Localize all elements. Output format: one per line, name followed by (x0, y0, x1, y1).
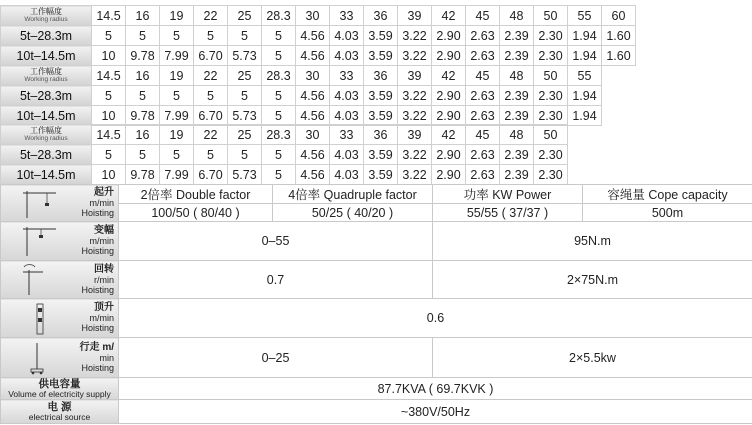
load-cell: 2.39 (500, 165, 534, 185)
double-factor-value: 100/50 ( 80/40 ) (119, 204, 273, 222)
load-cell: 4.56 (296, 165, 330, 185)
load-cell: 5 (92, 26, 126, 46)
radius-cell: 25 (228, 125, 262, 145)
load-cell: 5 (126, 26, 160, 46)
load-cell: 3.22 (398, 26, 432, 46)
spec-table (0, 184, 752, 424)
load-cell: 4.56 (296, 86, 330, 106)
load-cell: 4.56 (296, 26, 330, 46)
cope-capacity-value: 500m (583, 204, 752, 222)
travelling-unit: min (99, 352, 114, 363)
load-row (1, 165, 568, 185)
source-en: electrical source (28, 411, 91, 422)
luffing-row (1, 222, 752, 261)
supply-value: 87.7KVA ( 69.7KVK ) (119, 378, 752, 400)
double-factor-header: 2倍率 Double factor (119, 185, 273, 204)
radius-cell: 33 (330, 66, 364, 86)
radius-cell: 39 (398, 6, 432, 26)
load-row (1, 26, 636, 46)
row-label: 10t–14.5m (1, 165, 92, 185)
radius-cell: 19 (160, 6, 194, 26)
load-cell: 5 (92, 86, 126, 106)
load-cell: 7.99 (160, 165, 194, 185)
load-cell: 2.63 (466, 106, 500, 126)
load-cell: 5 (160, 26, 194, 46)
load-cell: 5 (262, 165, 296, 185)
radius-cell: 22 (194, 125, 228, 145)
load-cell: 5 (194, 26, 228, 46)
load-row (1, 86, 602, 106)
radius-cell: 45 (466, 125, 500, 145)
radius-cell: 36 (364, 6, 398, 26)
load-cell: 4.56 (296, 106, 330, 126)
travelling-label-cell (1, 338, 119, 378)
load-cell: 4.03 (330, 106, 364, 126)
load-cell: 2.39 (500, 86, 534, 106)
source-row (1, 400, 752, 424)
load-cell: 10 (92, 165, 126, 185)
working-radius-header: 工作幅度 Working radius (1, 125, 92, 145)
radius-cell: 28.3 (262, 125, 296, 145)
load-row (1, 145, 568, 165)
load-cell: 2.30 (534, 106, 568, 126)
radius-cell: 45 (466, 66, 500, 86)
radius-cell: 16 (126, 125, 160, 145)
load-cell: 3.22 (398, 46, 432, 66)
radius-cell: 19 (160, 66, 194, 86)
load-cell: 2.39 (500, 106, 534, 126)
load-row (1, 106, 602, 126)
load-cell: 3.59 (364, 106, 398, 126)
load-cell: 3.22 (398, 145, 432, 165)
radius-cell: 33 (330, 125, 364, 145)
radius-row (1, 125, 568, 145)
luffing-crane-icon (23, 225, 57, 257)
load-cell: 2.30 (534, 26, 568, 46)
travelling-speed: 0–25 (119, 338, 433, 378)
load-cell: 5 (228, 86, 262, 106)
radius-cell: 14.5 (92, 125, 126, 145)
hoisting-cn: 起升 (94, 187, 114, 198)
load-cell: 10 (92, 106, 126, 126)
slewing-power: 2×75N.m (433, 261, 752, 299)
jacking-crane-icon (23, 302, 53, 335)
load-cell: 4.03 (330, 165, 364, 185)
load-cell: 4.03 (330, 86, 364, 106)
source-cn: 电 源 (47, 400, 72, 413)
power-header: 功率 KW Power (433, 185, 583, 204)
luffing-cn: 变幅 (94, 225, 114, 236)
load-cell: 5 (262, 145, 296, 165)
travelling-row (1, 338, 752, 378)
source-label-cell (1, 400, 119, 424)
load-cell: 2.39 (500, 26, 534, 46)
load-cell: 2.30 (534, 86, 568, 106)
hoisting-header-row (1, 185, 752, 204)
load-cell: 1.94 (568, 86, 602, 106)
jacking-row (1, 299, 752, 338)
travelling-cn: 行走 m/ (79, 341, 114, 353)
load-cell: 2.39 (500, 46, 534, 66)
load-cell: 6.70 (194, 46, 228, 66)
load-cell: 5 (92, 145, 126, 165)
load-cell: 5.73 (228, 106, 262, 126)
jacking-label-cell (1, 299, 119, 338)
load-cell: 3.59 (364, 145, 398, 165)
load-cell: 5 (262, 106, 296, 126)
load-cell: 5 (160, 145, 194, 165)
load-cell: 3.22 (398, 165, 432, 185)
load-cell: 6.70 (194, 106, 228, 126)
load-cell: 1.60 (602, 46, 636, 66)
slewing-crane-icon (23, 264, 57, 296)
radius-cell: 45 (466, 6, 500, 26)
radius-cell: 42 (432, 66, 466, 86)
radius-cell: 55 (568, 6, 602, 26)
load-cell: 5 (194, 86, 228, 106)
load-cell: 3.59 (364, 86, 398, 106)
luffing-power: 95N.m (433, 222, 752, 261)
radius-cell: 36 (364, 125, 398, 145)
radius-cell: 50 (534, 125, 568, 145)
load-cell: 1.94 (568, 106, 602, 126)
load-cell: 5 (194, 145, 228, 165)
load-cell: 3.59 (364, 26, 398, 46)
load-cell: 2.63 (466, 86, 500, 106)
load-cell: 4.03 (330, 46, 364, 66)
supply-label-cell (1, 378, 119, 400)
radius-cell: 55 (568, 66, 602, 86)
source-value: ~380V/50Hz (119, 400, 752, 424)
jacking-speed: 0.6 (119, 299, 752, 338)
radius-cell: 60 (602, 6, 636, 26)
hoisting-en: Hoisting (81, 208, 114, 218)
load-cell: 5.73 (228, 46, 262, 66)
slewing-cn: 回转 (94, 263, 114, 275)
load-cell: 10 (92, 46, 126, 66)
quadruple-factor-value: 50/25 ( 40/20 ) (273, 204, 433, 222)
radius-cell: 30 (296, 125, 330, 145)
load-cell: 4.03 (330, 145, 364, 165)
travelling-crane-icon (23, 341, 53, 375)
load-cell: 1.94 (568, 26, 602, 46)
load-cell: 9.78 (126, 106, 160, 126)
load-cell: 5 (228, 26, 262, 46)
load-cell: 4.56 (296, 46, 330, 66)
travelling-en: Hoisting (81, 362, 114, 373)
load-cell: 5 (126, 86, 160, 106)
luffing-label-cell (1, 222, 119, 261)
load-cell: 9.78 (126, 165, 160, 185)
radius-cell: 28.3 (262, 66, 296, 86)
radius-cell: 22 (194, 66, 228, 86)
load-row (1, 46, 636, 66)
radius-cell: 22 (194, 6, 228, 26)
load-cell: 2.90 (432, 26, 466, 46)
working-radius-header: 工作幅度 Working radius (1, 6, 92, 26)
luffing-en: Hoisting (81, 246, 114, 256)
row-label: 5t–28.3m (1, 145, 92, 165)
radius-cell: 50 (534, 6, 568, 26)
radius-cell: 14.5 (92, 6, 126, 26)
load-table-1 (0, 5, 636, 66)
working-radius-header: 工作幅度 Working radius (1, 66, 92, 86)
load-cell: 4.56 (296, 145, 330, 165)
load-cell: 2.63 (466, 165, 500, 185)
supply-en: Volume of electricity supply (8, 388, 111, 399)
slewing-unit: r/min (94, 274, 114, 285)
radius-cell: 50 (534, 66, 568, 86)
load-cell: 3.22 (398, 86, 432, 106)
radius-cell: 16 (126, 6, 160, 26)
load-cell: 5 (262, 46, 296, 66)
load-cell: 2.90 (432, 165, 466, 185)
load-cell: 1.60 (602, 26, 636, 46)
load-cell: 9.78 (126, 46, 160, 66)
travelling-power: 2×5.5kw (433, 338, 752, 378)
radius-cell: 25 (228, 66, 262, 86)
load-cell: 2.30 (534, 165, 568, 185)
load-cell: 3.59 (364, 46, 398, 66)
radius-cell: 25 (228, 6, 262, 26)
load-cell: 2.90 (432, 106, 466, 126)
radius-cell: 30 (296, 6, 330, 26)
power-value: 55/55 ( 37/37 ) (433, 204, 583, 222)
load-cell: 5.73 (228, 165, 262, 185)
radius-cell: 48 (500, 66, 534, 86)
cope-capacity-header: 容绳量 Cope capacity (583, 185, 752, 204)
slewing-speed: 0.7 (119, 261, 433, 299)
load-cell: 2.39 (500, 145, 534, 165)
supply-cn: 供电容量 (38, 377, 81, 390)
row-label: 10t–14.5m (1, 46, 92, 66)
radius-cell: 28.3 (262, 6, 296, 26)
load-cell: 2.63 (466, 46, 500, 66)
load-cell: 2.90 (432, 145, 466, 165)
hoisting-label-cell (1, 185, 119, 222)
row-label: 5t–28.3m (1, 86, 92, 106)
load-cell: 2.90 (432, 46, 466, 66)
jacking-cn: 顶升 (94, 302, 114, 313)
load-cell: 2.90 (432, 86, 466, 106)
radius-cell: 30 (296, 66, 330, 86)
load-table-2 (0, 65, 602, 126)
radius-cell: 42 (432, 6, 466, 26)
jacking-unit: m/min (89, 313, 114, 323)
row-label: 10t–14.5m (1, 106, 92, 126)
radius-row (1, 6, 636, 26)
load-cell: 2.63 (466, 145, 500, 165)
load-cell: 2.63 (466, 26, 500, 46)
load-cell: 2.30 (534, 46, 568, 66)
radius-cell: 14.5 (92, 66, 126, 86)
hoisting-crane-icon (23, 189, 57, 219)
slewing-en: Hoisting (81, 284, 114, 295)
load-cell: 7.99 (160, 46, 194, 66)
supply-row (1, 378, 752, 400)
radius-cell: 39 (398, 125, 432, 145)
load-cell: 5 (160, 86, 194, 106)
load-cell: 6.70 (194, 165, 228, 185)
load-cell: 5 (228, 145, 262, 165)
radius-cell: 33 (330, 6, 364, 26)
slewing-row (1, 261, 752, 299)
luffing-unit: m/min (89, 236, 114, 246)
radius-cell: 36 (364, 66, 398, 86)
radius-cell: 39 (398, 66, 432, 86)
load-cell: 1.94 (568, 46, 602, 66)
load-cell: 5 (262, 86, 296, 106)
load-cell: 5 (262, 26, 296, 46)
radius-cell: 48 (500, 6, 534, 26)
load-cell: 7.99 (160, 106, 194, 126)
load-cell: 5 (126, 145, 160, 165)
load-cell: 3.59 (364, 165, 398, 185)
load-table-3 (0, 124, 568, 185)
radius-row (1, 66, 602, 86)
load-cell: 4.03 (330, 26, 364, 46)
radius-cell: 19 (160, 125, 194, 145)
row-label: 5t–28.3m (1, 26, 92, 46)
load-cell: 2.30 (534, 145, 568, 165)
radius-cell: 42 (432, 125, 466, 145)
radius-cell: 16 (126, 66, 160, 86)
radius-cell: 48 (500, 125, 534, 145)
quadruple-factor-header: 4倍率 Quadruple factor (273, 185, 433, 204)
load-cell: 3.22 (398, 106, 432, 126)
luffing-speed: 0–55 (119, 222, 433, 261)
slewing-label-cell (1, 261, 119, 299)
jacking-en: Hoisting (81, 323, 114, 333)
hoisting-unit: m/min (89, 198, 114, 208)
